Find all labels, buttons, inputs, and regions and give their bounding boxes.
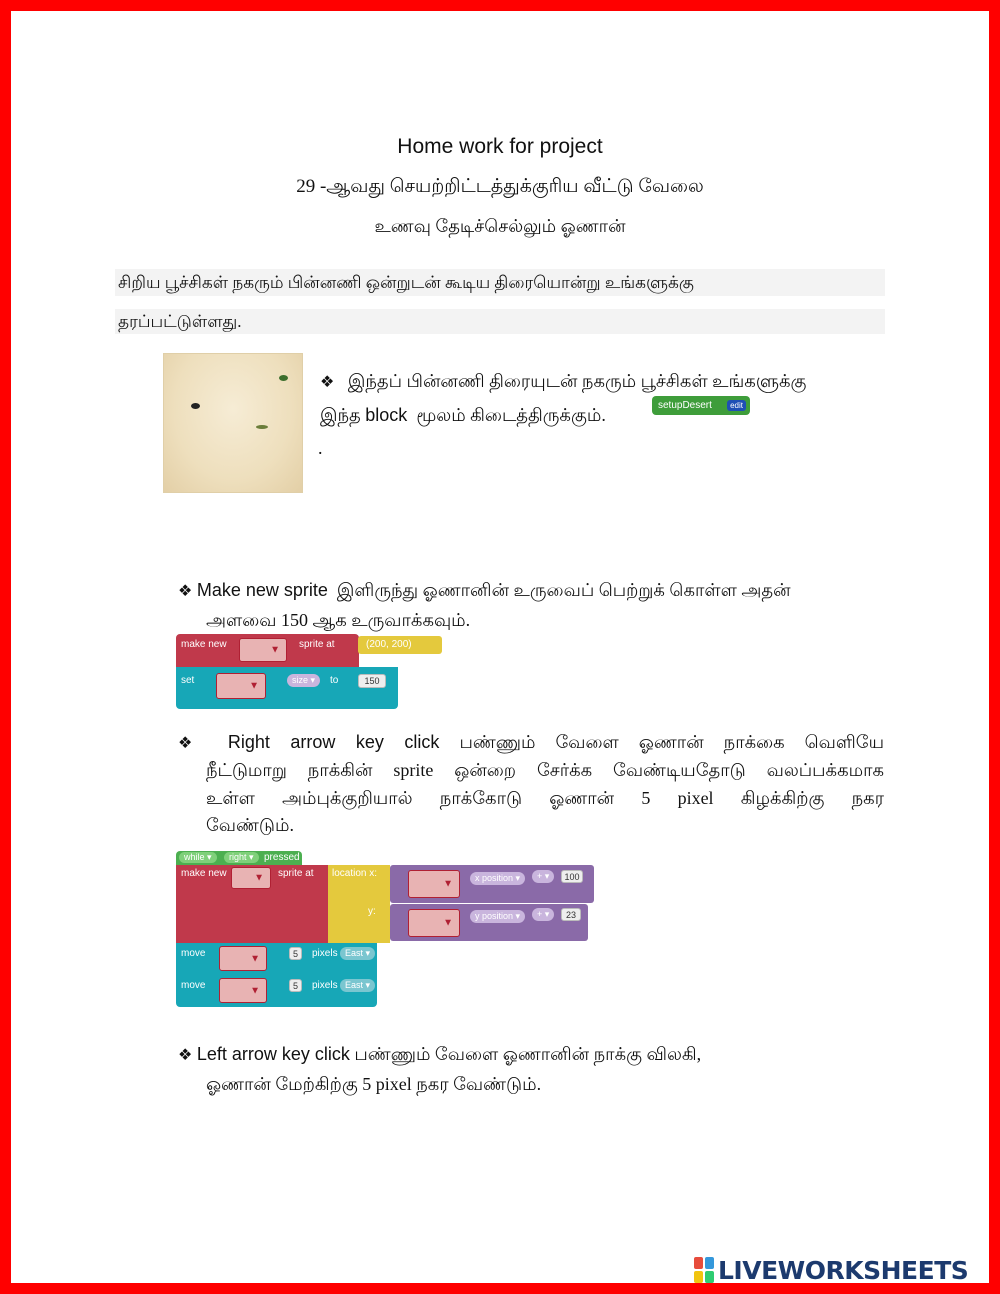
sprite-selector[interactable]: ▼	[219, 978, 267, 1003]
item2-line-a: ❖ Make new sprite இளிருந்து ஓணானின் உருவைப் பெற்றுக் கொள்ள அதன்	[178, 580, 791, 600]
brand-name: LIVEWORKSHEETS	[718, 1255, 969, 1285]
direction-dropdown[interactable]: East ▾	[340, 979, 375, 992]
item3-line-b: நீட்டுமாறு நாக்கின் sprite ஒன்றை சேர்க்க வேண்டியதோடு வலப்பக்கமாக	[206, 760, 884, 780]
item3-line-d: வேண்டும்.	[206, 815, 294, 835]
logo-icon	[694, 1257, 714, 1283]
operator-dropdown[interactable]: + ▾	[532, 908, 554, 921]
make-new-sprite-block: make new ▼ sprite at	[176, 634, 359, 667]
edit-button[interactable]: edit	[727, 400, 746, 411]
y-offset-value[interactable]: 23	[561, 908, 581, 921]
item4-line-a: ❖ Left arrow key click பண்ணும் வேளை ஓணானின் நாக்கு விலகி,	[178, 1044, 702, 1064]
make-new-tongue-block: make new ▼ sprite at	[176, 865, 328, 943]
x-offset-value[interactable]: 100	[561, 870, 583, 883]
intro-line-2: தரப்பட்டுள்ளது.	[115, 309, 885, 334]
set-size-block: set ▼ size ▾ to 150	[176, 667, 398, 709]
item1-dot: .	[318, 438, 323, 458]
bullet-icon: ❖	[178, 733, 208, 752]
bullet-icon: ❖	[178, 581, 193, 600]
operator-dropdown[interactable]: + ▾	[532, 870, 554, 883]
sprite-selector[interactable]: ▼	[239, 638, 287, 662]
bullet-icon: ❖	[178, 1045, 193, 1064]
size-value[interactable]: 150	[358, 674, 386, 688]
desert-background-image	[163, 353, 303, 493]
item4-line-b: ஓணான் மேற்கிற்கு 5 pixel நகர வேண்டும்.	[206, 1074, 542, 1094]
direction-dropdown[interactable]: East ▾	[340, 947, 375, 960]
move-steps-value[interactable]: 5	[289, 947, 302, 960]
setup-desert-block: setupDesert edit	[652, 396, 750, 415]
item3-line-a: ❖ Right arrow key click பண்ணும் வேளை ஓணான் நாக்கை வெளியே	[178, 732, 885, 752]
bug-icon	[256, 425, 268, 429]
move-lizard-block: move ▼ 5 pixels East ▾	[176, 943, 377, 975]
intro-line-1: சிறிய பூச்சிகள் நகரும் பின்னணி ஒன்றுடன் கூடிய திரையொன்று உங்களுக்கு	[115, 269, 885, 296]
bug-icon	[191, 403, 200, 409]
sprite-selector[interactable]: ▼	[231, 867, 271, 889]
while-dropdown[interactable]: while ▾	[179, 852, 217, 863]
move-tongue-block: move ▼ 5 pixels East ▾	[176, 975, 377, 1007]
location-block: location x: y:	[328, 865, 390, 943]
page-subtitle: 29 -ஆவது செயற்றிட்டத்துக்குரிய வீட்டு வேலை	[296, 176, 704, 197]
x-position-block	[390, 865, 594, 903]
y-position-dropdown[interactable]: y position ▾	[470, 910, 525, 923]
while-key-pressed-block: while ▾ right ▾ pressed	[176, 851, 302, 865]
page-title: Home work for project	[397, 135, 603, 158]
sprite-selector[interactable]: ▼	[408, 909, 460, 937]
coordinates-block[interactable]: (200, 200)	[358, 636, 442, 654]
sprite-selector[interactable]: ▼	[219, 946, 267, 971]
bug-icon	[279, 375, 288, 381]
item3-line-c: உள்ள அம்புக்குறியால் நாக்கோடு ஓணான் 5 pixel கிழக்கிற்கு நகர	[206, 788, 884, 808]
liveworksheets-logo	[694, 1255, 968, 1285]
key-dropdown[interactable]: right ▾	[224, 852, 259, 863]
move-steps-value[interactable]: 5	[289, 979, 302, 992]
bullet-icon: ❖	[320, 372, 335, 391]
item2-line-b: அளவை 150 ஆக உருவாக்கவும்.	[206, 610, 471, 630]
y-position-block	[390, 904, 588, 941]
item1-line-a: ❖ இந்தப் பின்னணி திரையுடன் நகரும் பூச்சிகள் உங்களுக்கு	[320, 371, 807, 391]
project-name: உணவு தேடிச்செல்லும் ஓணான்	[374, 216, 626, 236]
sprite-selector[interactable]: ▼	[408, 870, 460, 898]
sprite-selector[interactable]: ▼	[216, 673, 266, 699]
size-dropdown[interactable]: size ▾	[287, 674, 320, 687]
item1-line-b: இந்த block மூலம் கிடைத்திருக்கும்.	[320, 405, 606, 425]
x-position-dropdown[interactable]: x position ▾	[470, 872, 525, 885]
